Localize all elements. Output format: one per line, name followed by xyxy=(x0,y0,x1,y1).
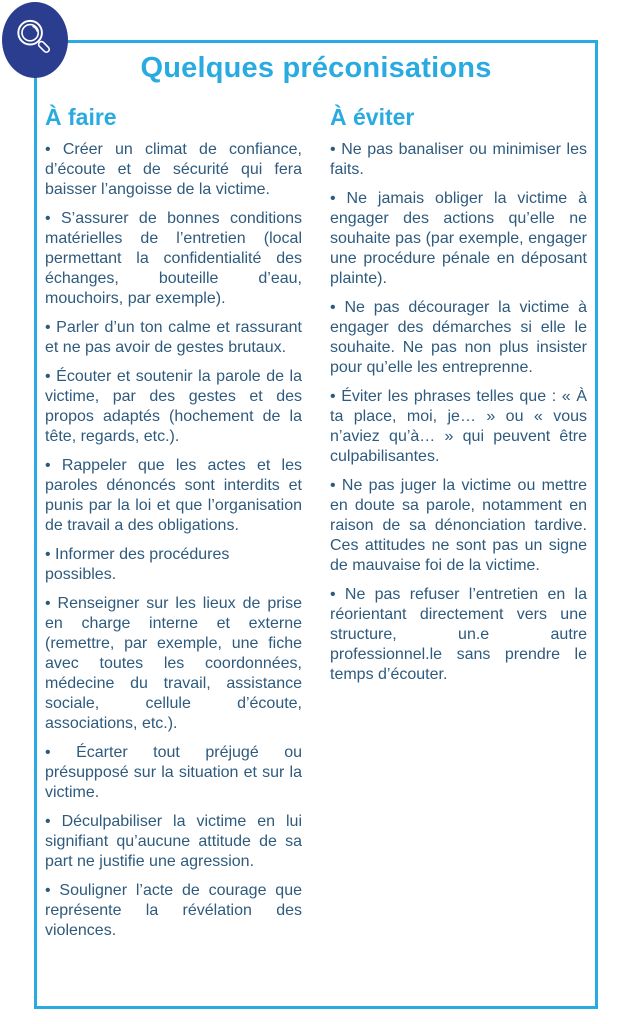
list-item: • Ne pas décourager la victime à engager des démarches si elle le souhaite. Ne pas non plus insister pour qu’elle les entreprenne. xyxy=(330,299,587,376)
list-item: • Écouter et soutenir la parole de la victime, par des gestes et des propos adaptés (hochement de la tête, regards, etc.). xyxy=(45,368,302,445)
page-title: Quelques préconisations xyxy=(140,52,492,84)
list-item: • Éviter les phrases telles que : « À ta place, moi, je… » ou « vous n’aviez qu’à… » qui peuvent être culpabilisantes. xyxy=(330,388,587,465)
list-item: • Parler d’un ton calme et rassurant et ne pas avoir de gestes brutaux. xyxy=(45,319,302,356)
list-item: • Rappeler que les actes et les paroles dénoncés sont interdits et punis par la loi et que l’organisation de travail a des obligations. xyxy=(45,457,302,534)
list-item: • Informer des procédures possibles. xyxy=(45,546,230,583)
content-frame xyxy=(34,40,598,1009)
list-item: • Souligner l’acte de courage que représente la révélation des violences. xyxy=(45,882,302,939)
column-avoid-heading: À éviter xyxy=(330,104,415,130)
column-todo xyxy=(45,103,302,950)
list-item: • Ne jamais obliger la victime à engager des actions qu’elle ne souhaite pas (par exemple, engager une procédure pénale en déposant plainte). xyxy=(330,190,587,287)
columns xyxy=(45,103,587,950)
magnifier-icon xyxy=(9,14,61,66)
list-item: • S’assurer de bonnes conditions matérielles de l’entretien (local permettant la confidentialité des échanges, bouteille d’eau, mouchoirs, par exemple). xyxy=(45,210,302,307)
list-item: • Ne pas refuser l’entretien en la réorientant directement vers une structure, un.e autre professionnel.le sans prendre le temps d’écouter. xyxy=(330,586,587,683)
magnifier-badge xyxy=(2,2,68,78)
column-todo-heading: À faire xyxy=(45,104,117,130)
list-item: • Renseigner sur les lieux de prise en charge interne et externe (remettre, par exemple, une fiche avec toutes les coordonnées, médecine du travail, assistance sociale, cellule d’écoute, associations, etc.). xyxy=(45,595,302,732)
list-item: • Créer un climat de confiance, d’écoute et de sécurité qui fera baisser l’angoisse de la victime. xyxy=(45,141,302,198)
column-avoid xyxy=(330,103,587,950)
list-item: • Écarter tout préjugé ou présupposé sur la situation et sur la victime. xyxy=(45,744,302,801)
list-item: • Déculpabiliser la victime en lui signifiant qu’aucune attitude de sa part ne justifie une agression. xyxy=(45,813,302,870)
list-item: • Ne pas banaliser ou minimiser les faits. xyxy=(330,141,587,178)
list-item: • Ne pas juger la victime ou mettre en doute sa parole, notamment en raison de sa dénonciation tardive. Ces attitudes ne sont pas un signe de mauvaise foi de la victime. xyxy=(330,477,587,574)
